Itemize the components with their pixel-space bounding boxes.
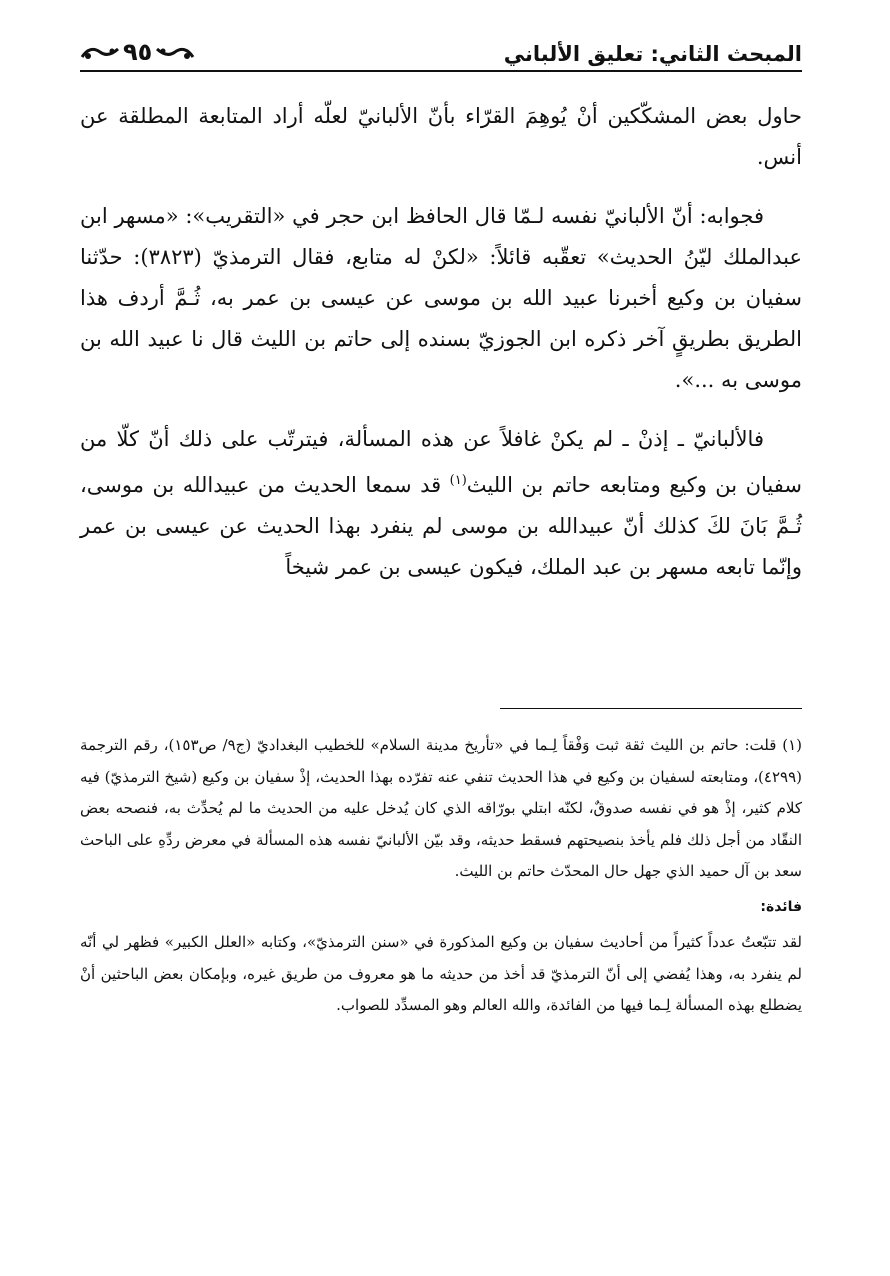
ornament-right-icon: [155, 43, 195, 61]
paragraph-text: فالألبانيّ ـ إذنْ ـ لم يكنْ غافلاً عن هذه المسألة، فيترتّب على ذلك أنّ كلّا من سفيان بن وكيع ومتابعه حاتم بن الليث: [80, 427, 802, 497]
footnotes: [80, 730, 802, 1026]
ornament-left-icon: [80, 43, 120, 61]
header-rule: [80, 70, 802, 72]
page-number: ٩٥: [123, 38, 153, 66]
paragraph-text: قد سمعا الحديث من عبيدالله بن موسى، ثُـمَّ بَانَ لكَ كذلك أنّ عبيدالله بن موسى لم ينفرد بهذا الحديث عن عيسى بن عمر وإنّما تابعه مسهر بن عبد الملك، فيكون عيسى بن عمر شيخاً: [80, 473, 802, 579]
footnote-separator: [500, 708, 802, 709]
page-number-block: [80, 38, 195, 66]
page-header: [80, 38, 802, 72]
chapter-title: المبحث الثاني: تعليق الألباني: [503, 42, 802, 66]
paragraph: [80, 419, 802, 588]
benefit-label: فائدة:: [760, 898, 802, 915]
paragraph: فجوابه: أنّ الألبانيّ نفسه لـمّا قال الحافظ ابن حجر في «التقريب»: «مسهر ابن عبدالملك ليّنُ الحديث» تعقّبه قائلاً: «لكنْ له متابع، فقال الترمذيّ (٣٨٢٣): حدّثنا سفيان بن وكيع أخبرنا عبيد الله بن موسى عن عيسى بن عمر به، ثُـمَّ أردف هذا الطريق بطريقٍ آخر ذكره ابن الجوزيّ بسنده إلى حاتم بن الليث قال نا عبيد الله بن موسى به ...».: [80, 204, 802, 392]
paragraph: حاول بعض المشكّكين أنْ يُوهِمَ القرّاء بأنّ الألبانيّ لعلّه أراد المتابعة المطلقة عن أنس.: [80, 104, 802, 169]
footnote-ref[interactable]: (١): [449, 473, 467, 488]
footnote-1: (١) قلت: حاتم بن الليث ثقة ثبت وَفْقاً لِـما في «تأريخ مدينة السلام» للخطيب البغداديّ (ج٩/ ص١٥٣)، رقم الترجمة (٤٢٩٩)، ومتابعته لسفيان بن وكيع في هذا الحديث تنفي عنه تفرّده بهذا الحديث، إذْ سفيان بن وكيع (شيخ الترمذيّ) فيه كلام كثير، إذْ هو في نفسه صدوقٌ، لكنّه ابتلي بورّاقه الذي كان يُدخل عليه من الحديث ما لم يُحدِّث به، فنصحه بعض النقّاد من أجل ذلك فلم يأخذ بنصيحتهم فسقط حديثه، وقد بيّن الألبانيّ نفسه هذه المسألة في معرض ردِّهِ على الباحث سعد بن آل حميد الذي جهل حال المحدّث حاتم بن الليث.: [80, 736, 802, 880]
benefit-text: لقد تتبّعتُ عدداً كثيراً من أحاديث سفيان بن وكيع المذكورة في «سنن الترمذيّ»، وكتابه «العلل الكبير» فظهر لي أنّه لم ينفرد به، وهذا يُفضي إلى أنّ الترمذيّ قد أخذ من حديثه ما هو معروف من طريق غيره، وبإمكان بعض الباحثين أنْ يضطلع بهذه المسألة لِـما فيها من الفائدة، والله العالم وهو المسدِّد للصواب.: [80, 933, 802, 1014]
main-text: [80, 96, 802, 606]
